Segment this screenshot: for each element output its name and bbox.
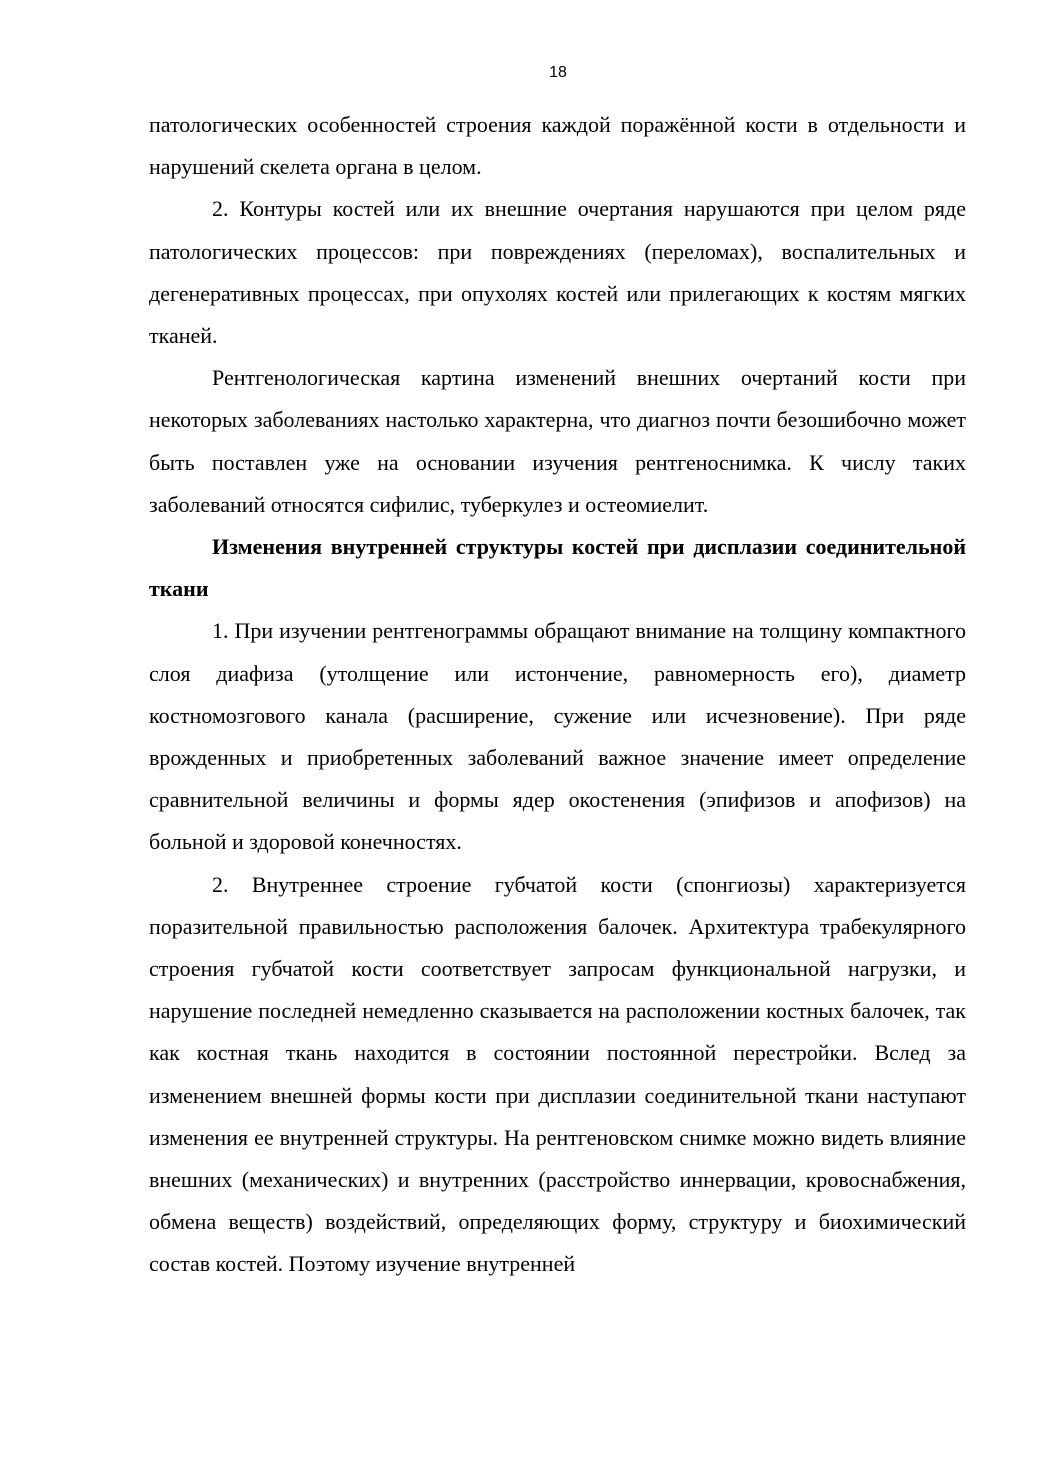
paragraph-radiological-picture: Рентгенологическая картина изменений внешних очертаний кости при некоторых заболеваниях настолько характерна, что диагноз почти безошибочно может быть поставлен уже на основании изучения рентгеноснимка. К числу таких заболеваний относятся сифилис, туберкулез и остеомиелит. (149, 365, 966, 517)
paragraph-contours: 2. Контуры костей или их внешние очертания нарушаются при целом ряде патологических процессов: при повреждениях (переломах), воспалительных и дегенеративных процессах, при опухолях костей или прилегающих к костям мягких тканей. (149, 196, 966, 349)
page-number: 18 (549, 64, 567, 81)
paragraph-spongy-bone: 2. Внутреннее строение губчатой кости (спонгиозы) характеризуется поразительной правильностью расположения балочек. Архитектура трабекулярного строения губчатой кости соответствует запросам функциональной нагрузки, и нарушение последней немедленно сказывается на расположении костных балочек, так как костная ткань находится в состоянии постоянной перестройки. Вслед за изменением внешней формы кости при дисплазии соединительной ткани наступают изменения ее внутренней структуры. На рентгеновском снимке можно видеть влияние внешних (механических) и внутренних (расстройство иннервации, кровоснабжения, обмена веществ) воздействий, определяющих форму, структуру и биохимический состав костей. Поэтому изучение внутренней (149, 871, 966, 1277)
section-heading: Изменения внутренней структуры костей при дисплазии соединительной ткани (149, 534, 966, 602)
document-body (149, 104, 966, 1286)
paragraph-continuation: патологических особенностей строения каждой поражённой кости в отдельности и нарушений скелета органа в целом. (149, 112, 966, 180)
paragraph-radiograph-study: 1. При изучении рентгенограммы обращают внимание на толщину компактного слоя диафиза (утолщение или истончение, равномерность его), диаметр костномозгового канала (расширение, сужение или исчезновение). При ряде врожденных и приобретенных заболеваний важное значение имеет определение сравнительной величины и формы ядер окостенения (эпифизов и апофизов) на больной и здоровой конечностях. (149, 618, 966, 855)
